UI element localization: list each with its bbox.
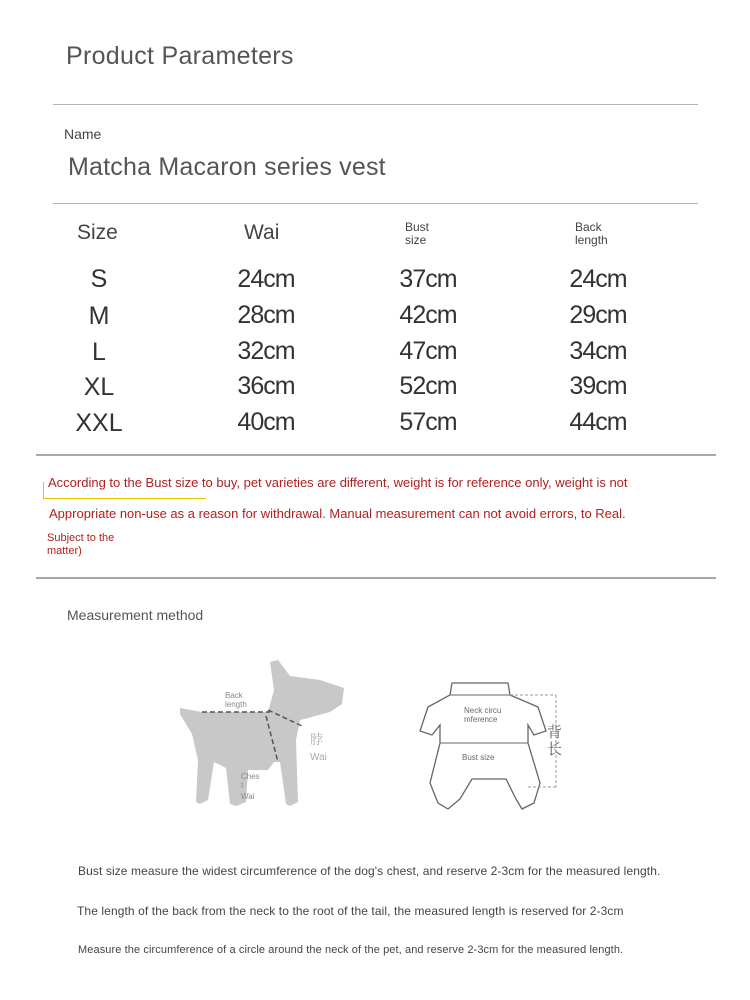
dog-neck-cn: 脖	[310, 732, 324, 747]
garment-bust-label: Bust size	[462, 753, 495, 762]
garment-outline	[420, 683, 546, 809]
cell-size: L	[92, 338, 106, 366]
product-name: Matcha Macaron series vest	[68, 153, 386, 181]
dog-chest-label-2: t	[241, 781, 244, 790]
cell-size: S	[90, 265, 108, 293]
cell-bust: 47cm	[399, 337, 457, 365]
cell-back: 44cm	[569, 408, 627, 436]
page-title: Product Parameters	[66, 42, 294, 70]
cell-back: 29cm	[569, 301, 627, 329]
measurement-heading: Measurement method	[67, 607, 204, 623]
cell-wai: 28cm	[237, 301, 295, 329]
dog-chest-label-3: Wai	[241, 792, 255, 801]
cell-wai: 32cm	[237, 337, 295, 365]
header-bust-line2: size	[405, 233, 427, 247]
divider	[36, 454, 716, 456]
cell-wai: 24cm	[237, 265, 295, 293]
header-back-line2: length	[575, 233, 608, 247]
note-line-1: According to the Bust size to buy, pet varieties are different, weight is for reference only, weight is not	[48, 475, 628, 490]
divider	[53, 203, 698, 204]
garment-neck-label-2: mference	[464, 715, 498, 724]
header-bust	[405, 221, 429, 247]
cell-size: XXL	[75, 409, 123, 437]
header-wai: Wai	[244, 221, 280, 244]
cell-size: M	[88, 302, 110, 330]
cell-bust: 42cm	[399, 301, 457, 329]
cell-wai: 36cm	[237, 372, 295, 400]
note-line-3	[47, 532, 157, 558]
garment-neck-label-1: Neck circu	[464, 706, 502, 715]
garment-back-cn-2: 长	[547, 741, 563, 758]
dog-back-label-1: Back	[225, 691, 243, 700]
dog-chest-label-1: Ches	[241, 772, 260, 781]
garment-illustration	[410, 675, 580, 820]
cell-bust: 52cm	[399, 372, 457, 400]
divider	[36, 577, 716, 579]
cell-bust: 57cm	[399, 408, 457, 436]
note-line-3b: matter)	[47, 545, 82, 557]
cell-wai: 40cm	[237, 408, 295, 436]
header-back-line1: Back	[575, 220, 602, 234]
cell-bust: 37cm	[399, 265, 457, 293]
header-bust-line1: Bust	[405, 220, 430, 234]
dog-illustration	[170, 650, 360, 820]
cell-back: 34cm	[569, 337, 627, 365]
header-size: Size	[77, 221, 118, 244]
dog-neck-en: Wai	[310, 752, 327, 763]
note-line-2: Appropriate non-use as a reason for withdrawal. Manual measurement can not avoid errors, to Real.	[49, 506, 626, 521]
instruction-2: The length of the back from the neck to the root of the tail, the measured length is reserved for 2-3cm	[77, 904, 624, 918]
divider	[53, 104, 698, 105]
instruction-3: Measure the circumference of a circle around the neck of the pet, and reserve 2-3cm for the measured length.	[78, 944, 624, 956]
cell-size: XL	[83, 373, 115, 401]
note-line-3a: Subject to the	[47, 532, 115, 544]
header-back	[575, 221, 608, 247]
cell-back: 24cm	[569, 265, 627, 293]
cell-back: 39cm	[569, 372, 627, 400]
name-label: Name	[64, 126, 102, 142]
instruction-1: Bust size measure the widest circumference of the dog's chest, and reserve 2-3cm for the measured length.	[78, 864, 661, 878]
garment-back-cn-1: 背	[547, 724, 563, 741]
dog-back-label-2: length	[225, 700, 247, 709]
